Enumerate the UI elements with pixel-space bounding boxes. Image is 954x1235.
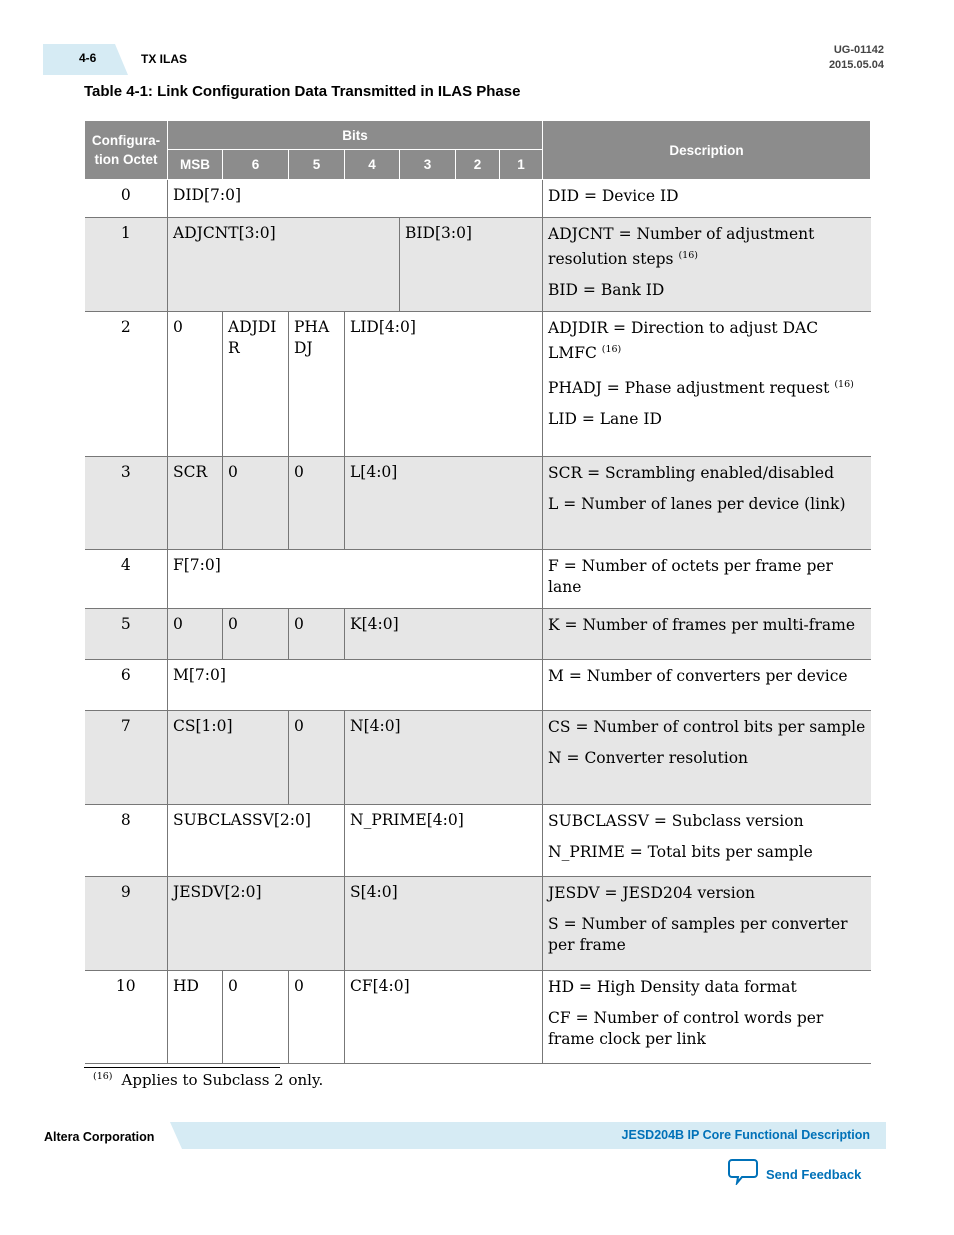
octet-cell: 0 [85,180,168,218]
bits-cell: ADJCNT[3:0] [168,218,400,312]
table-row [85,457,871,550]
description-line: ADJCNT = Number of adjustment resolution steps $^{(16)}$ [548,225,815,269]
bits-cell: 0 [289,457,345,550]
description-cell [543,457,871,550]
description-line: DID = Device ID [548,187,679,205]
table-row [85,218,871,312]
table-row [85,971,871,1064]
octet-cell: 3 [85,457,168,550]
octet-cell: 9 [85,877,168,971]
footnote-ref[interactable]: (16) [678,250,698,261]
header-bit-2: 2 [456,150,500,180]
footnote-ref[interactable]: (16) [601,344,622,356]
table-row [85,312,871,457]
octet-cell: 2 [85,312,168,457]
bits-cell: 0 [289,609,345,660]
description-line: HD = High Density data format [548,978,797,997]
description-cell [543,312,871,457]
bits-cell: S[4:0] [345,877,543,971]
doc-id-block [829,43,884,73]
bits-cell: PHA DJ [289,312,345,457]
bits-cell: 0 [168,609,223,660]
bits-cell: CS[1:0] [168,711,289,805]
footnote-divider [84,1067,280,1068]
table-row [85,609,871,660]
description-line: K = Number of frames per multi-frame [548,616,856,635]
page-number: 4-6 [79,51,97,65]
header-bit-1: 1 [500,150,543,180]
bits-cell: BID[3:0] [400,218,543,312]
bits-cell: 0 [168,312,223,457]
description-line: S = Number of samples per converter per frame [548,915,848,955]
description-line: N_PRIME = Total bits per sample [548,843,813,862]
bits-cell: 0 [289,711,345,805]
feedback-icon [728,1158,758,1190]
bits-cell: SUBCLASSV[2:0] [168,805,345,877]
description-line: L = Number of lanes per device (link) [548,495,846,514]
octet-cell: 4 [85,550,168,609]
bits-cell: N_PRIME[4:0] [345,805,543,877]
link-config-table: Configura-tion Octet Bits Description MSB 6 5 4 3 2 1 LSB 0 DID[7:0] DID = Device ID 1 ADJCNT[3:0] BID[3:0] ADJCNT = Number of adjustment resolution steps $^{(16)}$ BID = Bank ID 2 0 ADJDI R PHA DJ LID[4:0] ADJDIR = Direction to adjust DAC LMFC $^{(16)}$ PHADJ = Phase adjustment request $^{(16)}$ LID = Lane ID 3 SCR 0 0 L[4:0] SCR = Scrambling enabled/disabled L = Number of lanes per device (link) 4 F[7:0] F = Number of octets per frame per lane 5 0 0 0 K[4:0] K = Number of frames per multi-frame 6 M[7:0] M = Number of converters per device 7 CS[1:0] 0 N[4:0] CS = Number of control bits per sample N = Converter resolution 8 SUBCLASSV[2:0] N_PRIME[4:0] SUBCLASSV = Subclass version N_PRIME = Total bits per sample 9 JESDV[2:0] S[4:0] JESDV = JESD204 version S = Number of samples per converter per frame 10 HD 0 0 CF[4:0] HD = High Density data format CF = Number of control words per frame clock per link [84,120,871,1064]
send-feedback-label: Send Feedback [766,1166,862,1182]
description-cell [543,660,871,711]
bits-cell: 0 [223,457,289,550]
doc-date: 2015.05.04 [828,59,884,71]
footnote-ref[interactable]: (16) [834,379,854,391]
footnote [93,1071,323,1089]
bits-cell: DID[7:0] [168,180,543,218]
description-cell [543,180,871,218]
header-bit-4: 4 [345,150,400,180]
bits-cell: 0 [223,971,289,1064]
description-line: N = Converter resolution [548,749,749,768]
header-config-octet: Configura-tion Octet [85,121,168,180]
octet-cell: 6 [85,660,168,711]
bits-cell: SCR [168,457,223,550]
header-bit-6: 6 [223,150,289,180]
octet-cell: 7 [85,711,168,805]
table-row [85,877,871,971]
table-row [85,805,871,877]
description-cell [543,609,871,660]
description-line: LID = Lane ID [548,410,662,429]
bits-cell: CF[4:0] [345,971,543,1064]
bits-cell: JESDV[2:0] [168,877,345,971]
description-cell [543,971,871,1064]
table-caption: Table 4-1: Link Configuration Data Transmitted in ILAS Phase [84,83,521,100]
description-cell [543,218,871,312]
description-cell [543,877,871,971]
footnote-text: Applies to Subclass 2 only. [121,1071,324,1089]
description-cell [543,805,871,877]
bits-cell: M[7:0] [168,660,543,711]
footer-company: Altera Corporation [44,1130,155,1144]
header-bit-5: 5 [289,150,345,180]
bits-cell: F[7:0] [168,550,543,609]
send-feedback-button[interactable] [728,1158,861,1190]
bits-cell: LID[4:0] [345,312,543,457]
bits-cell: K[4:0] [345,609,543,660]
header-bit-msb: MSB [168,150,223,180]
description-line: SCR = Scrambling enabled/disabled [548,464,834,483]
bits-cell: 0 [223,609,289,660]
description-line: JESDV = JESD204 version [548,884,756,903]
table-row [85,660,871,711]
header-bit-3: 3 [400,150,456,180]
description-line: CS = Number of control bits per sample [548,718,866,737]
bits-cell: L[4:0] [345,457,543,550]
octet-cell: 8 [85,805,168,877]
description-line: ADJDIR = Direction to adjust DAC LMFC $^{(16)}$ [548,319,819,363]
description-cell [543,550,871,609]
header-bits: Bits [168,121,543,150]
footnote-mark: (16) [93,1071,113,1082]
octet-cell: 5 [85,609,168,660]
octet-cell: 1 [85,218,168,312]
description-line: PHADJ = Phase adjustment request $^{(16)}$ [548,379,854,398]
bits-cell: HD [168,971,223,1064]
doc-id: UG-01142 [833,44,884,56]
description-line: CF = Number of control words per frame clock per link [548,1009,824,1049]
description-line: F = Number of octets per frame per lane [548,557,833,597]
description-line: SUBCLASSV = Subclass version [548,812,804,831]
header-description: Description [543,121,871,180]
footer-doc-title-link[interactable]: JESD204B IP Core Functional Description [621,1128,870,1142]
bits-cell: 0 [289,971,345,1064]
octet-cell: 10 [85,971,168,1064]
table-row [85,550,871,609]
bits-cell: ADJDI R [223,312,289,457]
table-row [85,711,871,805]
description-cell [543,711,871,805]
bits-cell: N[4:0] [345,711,543,805]
description-line: BID = Bank ID [548,281,665,300]
description-line: M = Number of converters per device [548,667,848,686]
table-row [85,180,871,218]
section-title: TX ILAS [141,52,188,66]
